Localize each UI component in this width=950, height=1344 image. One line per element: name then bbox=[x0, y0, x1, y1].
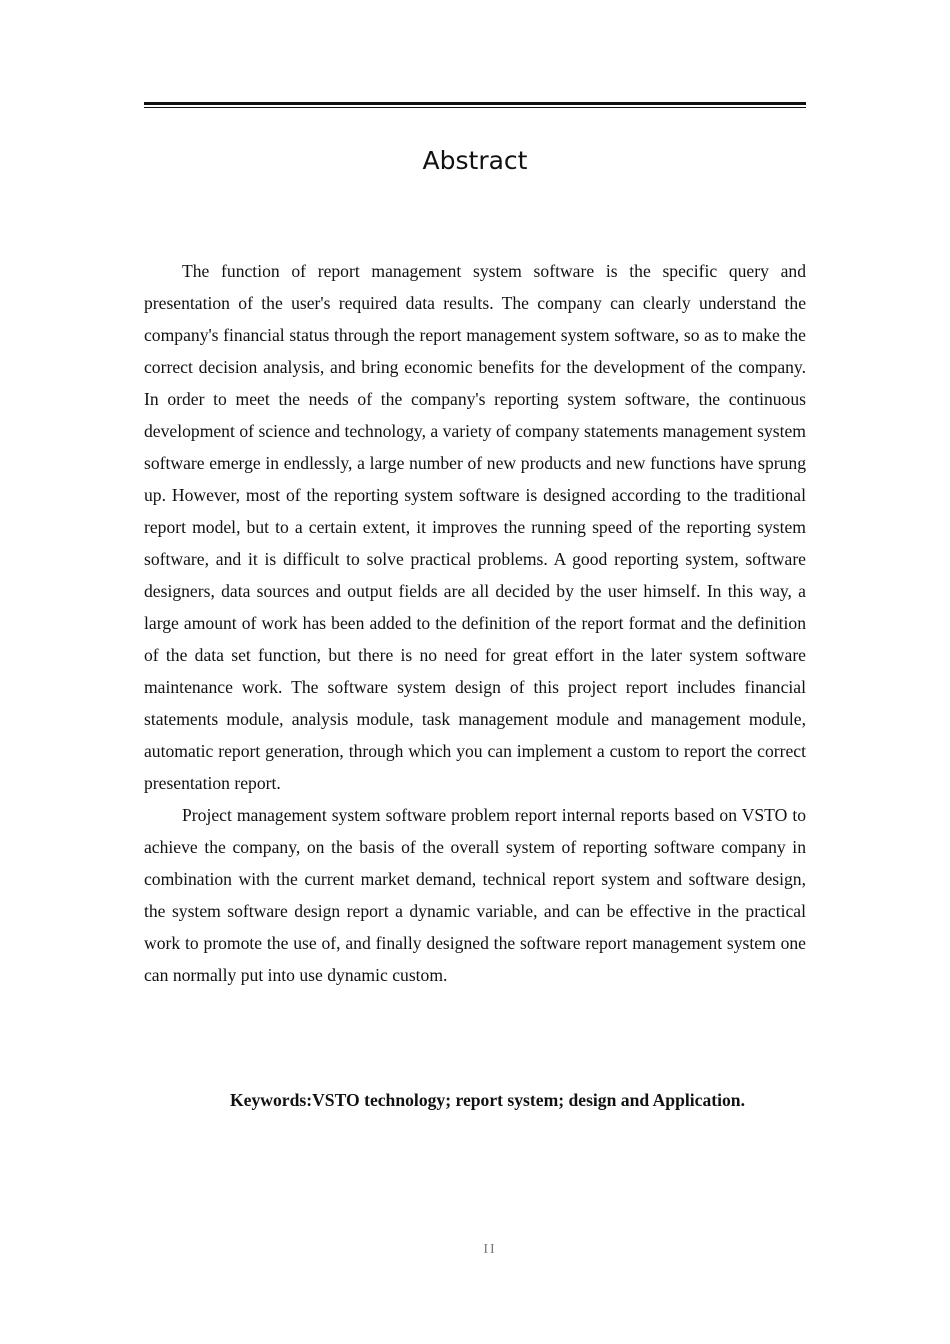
abstract-body bbox=[144, 255, 806, 991]
header-rule-thin bbox=[144, 107, 806, 108]
abstract-paragraph-1: The function of report management system software is the specific query and presentation of the user's required data results. The company can clearly understand the company's financial status through the report management system software, so as to make the correct decision analysis, and bring economic benefits for the development of the company. In order to meet the needs of the company's reporting system software, the continuous development of science and technology, a variety of company statements management system software emerge in endlessly, a large number of new products and new functions have sprung up. However, most of the reporting system software is designed according to the traditional report model, but to a certain extent, it improves the running speed of the reporting system software, and it is difficult to solve practical problems. A good reporting system, software designers, data sources and output fields are all decided by the user himself. In this way, a large amount of work has been added to the definition of the report format and the definition of the data set function, but there is no need for great effort in the later system software maintenance work. The software system design of this project report includes financial statements module, analysis module, task management module and management module, automatic report generation, through which you can implement a custom to report the correct presentation report. bbox=[144, 261, 806, 793]
abstract-paragraph-2: Project management system software problem report internal reports based on VSTO to achieve the company, on the basis of the overall system of reporting software company in combination with the current market demand, technical report system and software design, the system software design report a dynamic variable, and can be effective in the practical work to promote the use of, and finally designed the software report management system one can normally put into use dynamic custom. bbox=[144, 805, 806, 985]
header-rule-thick bbox=[144, 102, 806, 105]
header-double-rule bbox=[144, 102, 806, 109]
page-title: Abstract bbox=[422, 146, 528, 175]
page-number: II bbox=[483, 1242, 497, 1257]
keywords-line: Keywords:VSTO technology; report system; design and Application. bbox=[230, 1090, 745, 1110]
